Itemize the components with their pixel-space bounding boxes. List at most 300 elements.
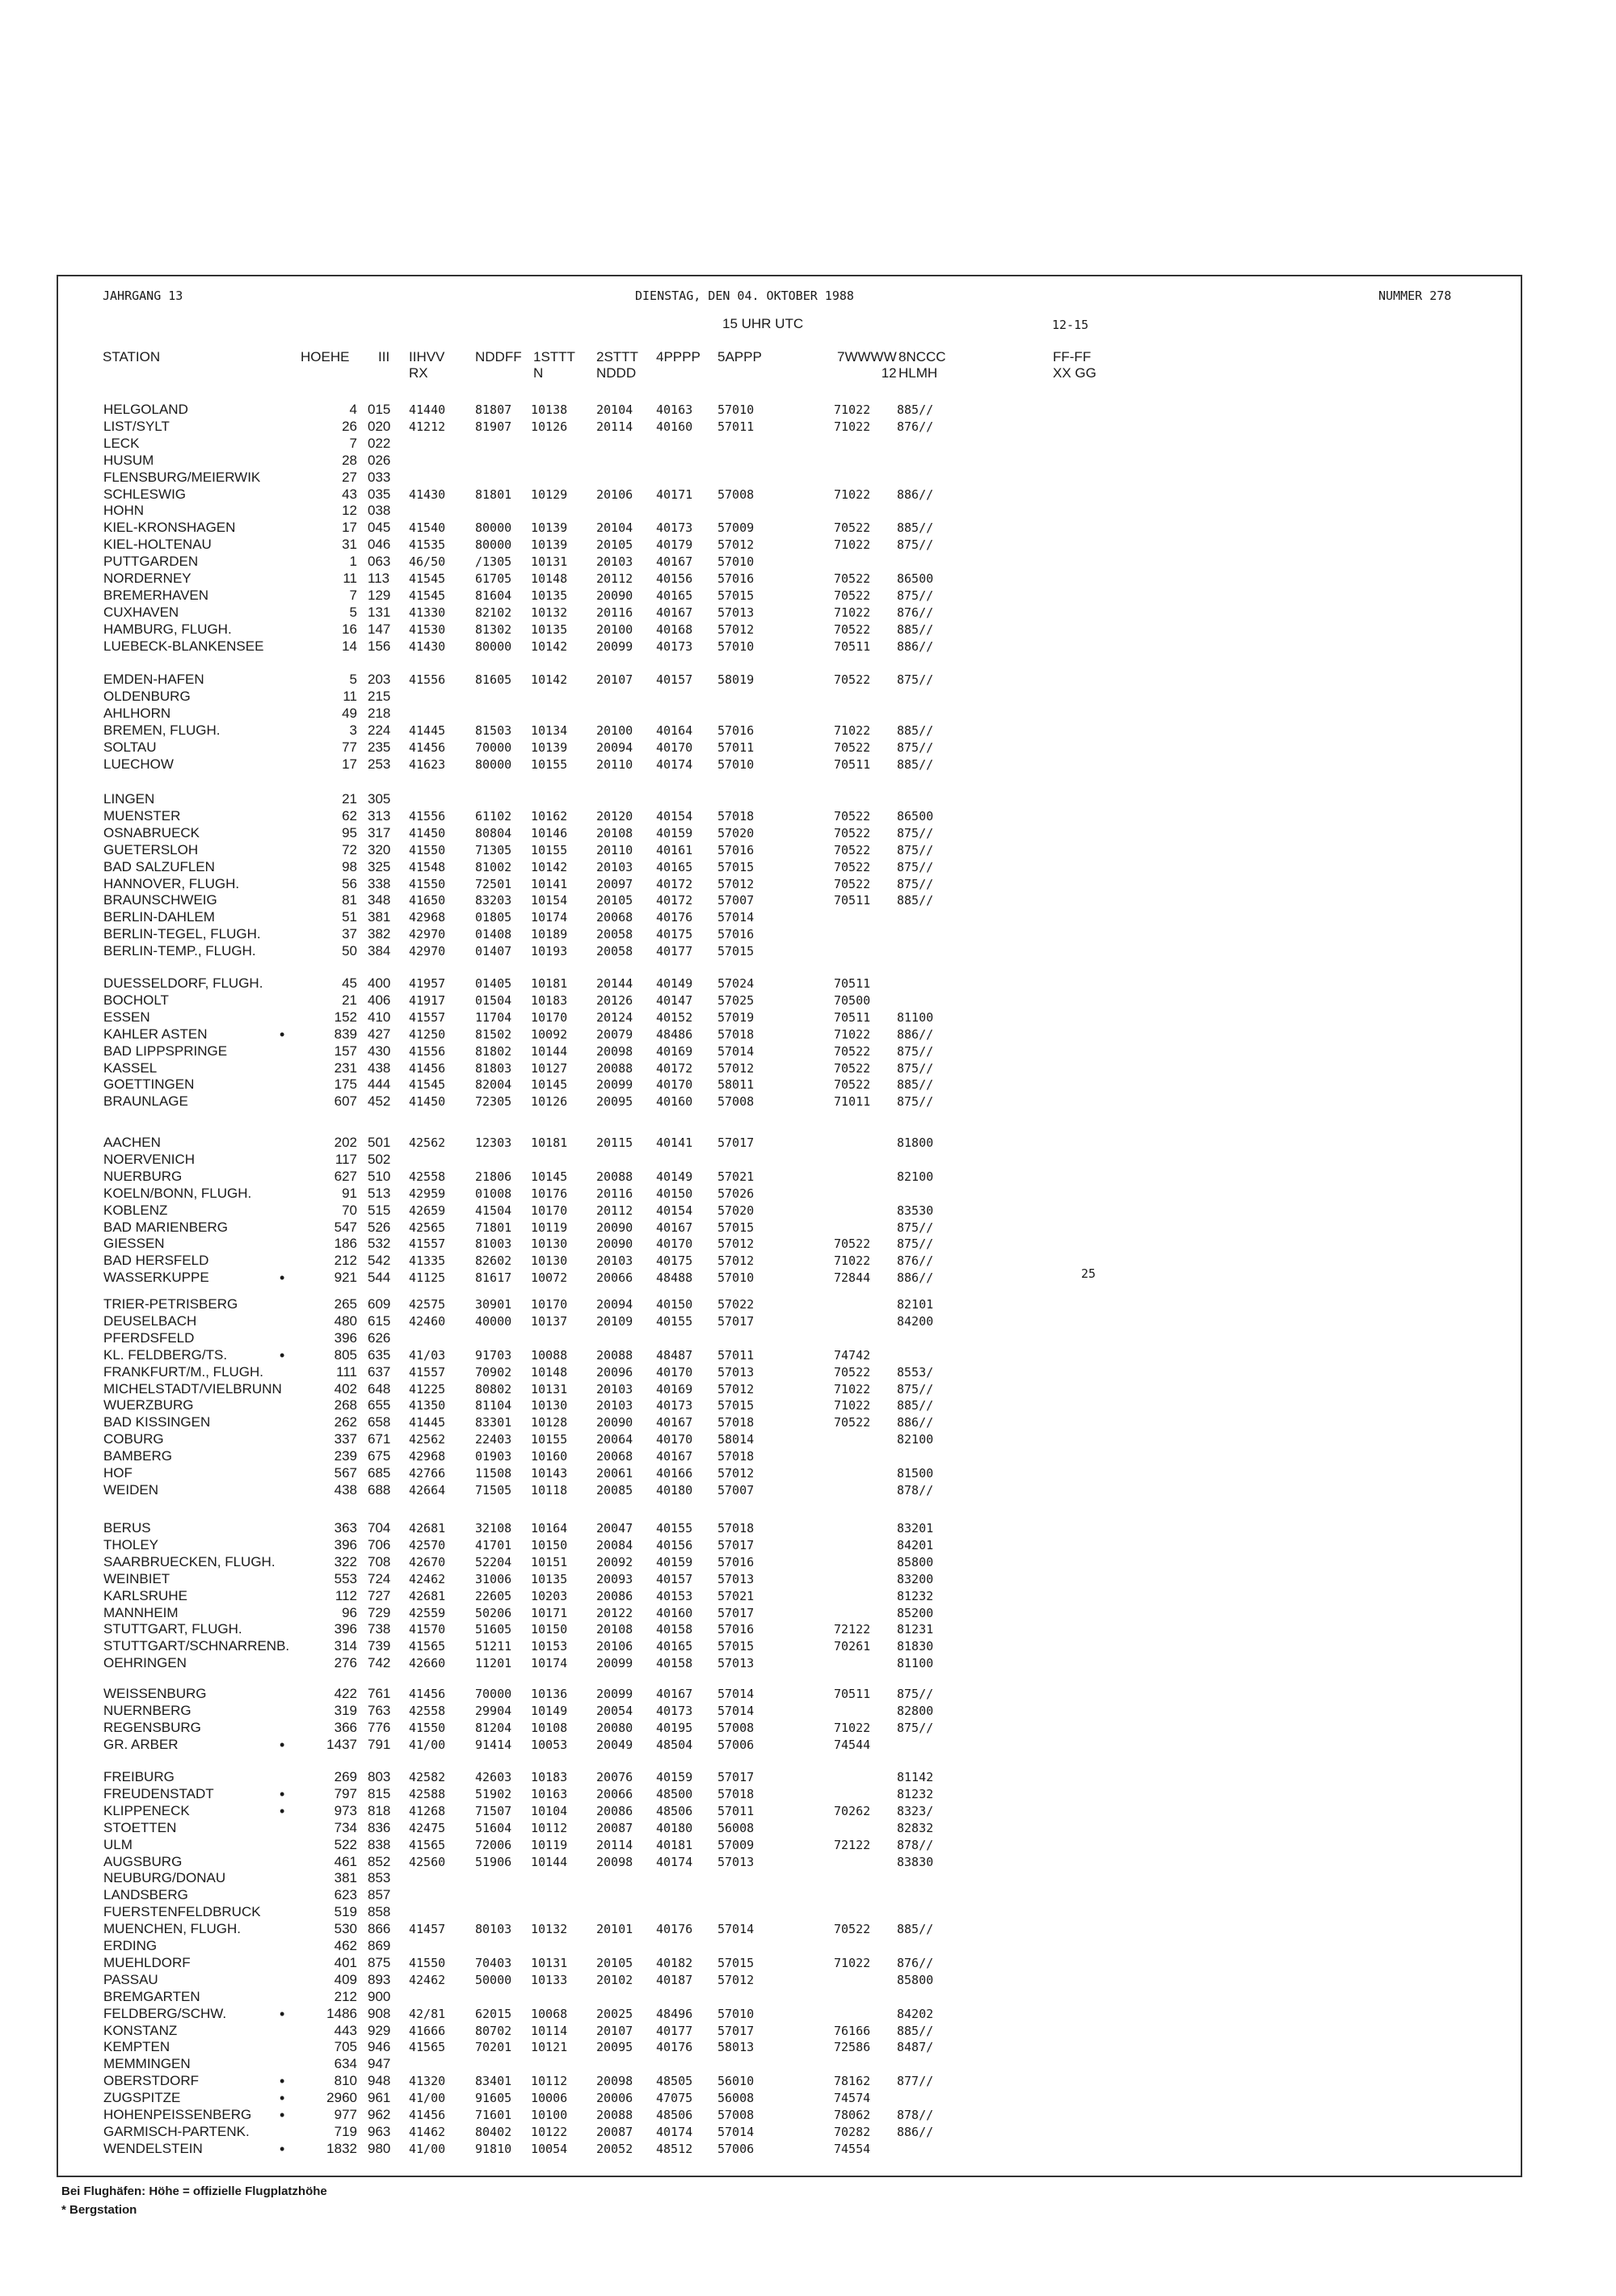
- station-height: 1: [349, 554, 357, 570]
- group-2sttt: 20025: [596, 2006, 633, 2021]
- station-id: 738: [368, 1621, 391, 1637]
- table-row: [0, 739, 1535, 756]
- station-height: 77: [342, 739, 357, 755]
- col-2sttt: 2STTT NDDD: [596, 349, 638, 381]
- group-iihvv: 42475: [409, 1820, 446, 1835]
- station-height: 461: [334, 1853, 357, 1869]
- group-7wwww: 70511: [834, 1687, 871, 1701]
- group-7wwww: 72122: [834, 1837, 871, 1852]
- group-4pppp: 40174: [656, 756, 693, 772]
- group-nddff: 01903: [475, 1449, 512, 1464]
- station-id: 838: [368, 1836, 391, 1852]
- group-2sttt: 20104: [596, 520, 633, 536]
- station-height: 11: [343, 571, 357, 586]
- station-height: 98: [342, 858, 357, 874]
- station-id: 544: [368, 1270, 391, 1286]
- table-row: [0, 1253, 1535, 1270]
- station-name: DUESSELDORF, FLUGH.: [103, 975, 263, 991]
- station-name: KARLSRUHE: [103, 1587, 187, 1603]
- table-row: [0, 706, 1535, 723]
- group-iihvv: 42766: [409, 1466, 446, 1481]
- group-8nccc: 875//: [897, 672, 934, 687]
- group-8nccc: 84202: [897, 2006, 934, 2021]
- group-8nccc: 875//: [897, 1381, 934, 1397]
- station-height: 422: [334, 1686, 357, 1701]
- group-4pppp: 40157: [656, 672, 693, 687]
- issue-number: NUMMER 278: [1378, 289, 1452, 303]
- group-5appp: 57016: [718, 842, 755, 857]
- group-5appp: 57026: [718, 1186, 755, 1201]
- table-row: [0, 419, 1535, 436]
- table-row: [0, 892, 1535, 909]
- group-4pppp: 40163: [656, 402, 693, 417]
- group-5appp: 57016: [718, 723, 755, 738]
- group-iihvv: 41462: [409, 2124, 446, 2139]
- table-row: [0, 2023, 1535, 2040]
- station-name: KASSEL: [103, 1060, 158, 1076]
- group-nddff: 80402: [475, 2124, 512, 2139]
- col-nddff: NDDFF: [475, 349, 522, 364]
- group-8nccc: 82101: [897, 1297, 934, 1312]
- station-height: 409: [334, 1971, 357, 1987]
- group-4pppp: 40171: [656, 487, 693, 502]
- group-7wwww: 71011: [834, 1094, 871, 1110]
- group-iihvv: 41550: [409, 876, 446, 891]
- station-height: 462: [334, 1938, 357, 1953]
- group-2sttt: 20090: [596, 1220, 633, 1235]
- station-id: 317: [368, 824, 391, 840]
- table-row: [0, 470, 1535, 487]
- group-4pppp: 40149: [656, 1169, 693, 1184]
- group-iihvv: 42575: [409, 1297, 446, 1312]
- group-1sttt: 10128: [531, 1415, 568, 1430]
- group-iihvv: 41/00: [409, 2141, 446, 2156]
- group-nddff: 72501: [475, 876, 512, 891]
- group-iihvv: 41/03: [409, 1347, 446, 1363]
- group-iihvv: 41212: [409, 419, 446, 434]
- mountain-marker: •: [280, 1026, 285, 1043]
- group-nddff: 50206: [475, 1605, 512, 1620]
- group-1sttt: 10132: [531, 605, 568, 620]
- station-name: STUTTGART/SCHNARRENB.: [103, 1638, 290, 1654]
- group-iihvv: 41/00: [409, 1737, 446, 1752]
- group-8nccc: 83200: [897, 1571, 934, 1586]
- station-height: 337: [334, 1431, 357, 1447]
- group-4pppp: 40173: [656, 638, 693, 654]
- group-nddff: 32108: [475, 1521, 512, 1536]
- group-8nccc: 875//: [897, 859, 934, 874]
- report-time: 15 UHR UTC: [722, 316, 804, 331]
- group-4pppp: 40182: [656, 1955, 693, 1970]
- station-name: HAMBURG, FLUGH.: [103, 621, 232, 637]
- group-5appp: 57011: [718, 419, 755, 434]
- group-4pppp: 40156: [656, 571, 693, 586]
- station-id: 400: [368, 975, 391, 991]
- station-name: BREMERHAVEN: [103, 587, 209, 603]
- group-5appp: 57017: [718, 1313, 755, 1329]
- group-8nccc: 886//: [897, 1270, 934, 1286]
- station-id: 609: [368, 1296, 391, 1312]
- group-8nccc: 81232: [897, 1786, 934, 1801]
- group-8nccc: 875//: [897, 588, 934, 603]
- station-name: KEMPTEN: [103, 2039, 170, 2055]
- station-id: 727: [368, 1587, 391, 1603]
- station-id: 761: [368, 1686, 391, 1701]
- group-nddff: 81617: [475, 1270, 512, 1286]
- group-iihvv: 41545: [409, 1077, 446, 1093]
- group-1sttt: 10139: [531, 739, 568, 755]
- station-height: 443: [334, 2022, 357, 2038]
- station-id: 858: [368, 1904, 391, 1920]
- table-row: [0, 1638, 1535, 1655]
- group-7wwww: 74544: [834, 1737, 871, 1752]
- group-2sttt: 20099: [596, 1077, 633, 1093]
- station-name: FRANKFURT/M., FLUGH.: [103, 1363, 264, 1380]
- station-id: 857: [368, 1887, 391, 1903]
- group-1sttt: 10170: [531, 1009, 568, 1025]
- station-height: 16: [342, 621, 357, 637]
- group-iihvv: 42970: [409, 927, 446, 942]
- group-8nccc: 875//: [897, 1687, 934, 1701]
- station-name: MUEHLDORF: [103, 1954, 191, 1970]
- group-7wwww: 71022: [834, 605, 871, 620]
- station-name: ERDING: [103, 1938, 158, 1953]
- group-2sttt: 20087: [596, 2124, 633, 2139]
- group-8nccc: 83530: [897, 1203, 934, 1218]
- group-1sttt: 10122: [531, 2124, 568, 2139]
- station-height: 4: [349, 402, 357, 417]
- report-date: DIENSTAG, DEN 04. OKTOBER 1988: [635, 289, 854, 303]
- station-name: GUETERSLOH: [103, 841, 199, 857]
- group-nddff: 82004: [475, 1077, 512, 1093]
- mountain-marker: •: [280, 2107, 285, 2123]
- group-8nccc: 81100: [897, 1009, 934, 1025]
- mountain-marker: •: [280, 2073, 285, 2090]
- station-height: 37: [342, 926, 357, 942]
- group-5appp: 57012: [718, 1253, 755, 1269]
- station-id: 022: [368, 435, 391, 451]
- group-2sttt: 20107: [596, 2023, 633, 2038]
- group-5appp: 57016: [718, 927, 755, 942]
- group-nddff: 91605: [475, 2091, 512, 2106]
- group-nddff: 01805: [475, 910, 512, 925]
- mountain-marker: •: [280, 1270, 285, 1287]
- station-id: 381: [368, 909, 391, 925]
- group-4pppp: 40173: [656, 520, 693, 536]
- group-7wwww: 70522: [834, 876, 871, 891]
- station-name: NORDERNEY: [103, 571, 191, 586]
- station-height: 705: [334, 2039, 357, 2055]
- station-height: 1486: [326, 2005, 357, 2021]
- group-8nccc: 878//: [897, 1837, 934, 1852]
- station-name: GR. ARBER: [103, 1736, 179, 1752]
- station-name: KL. FELDBERG/TS.: [103, 1346, 228, 1363]
- group-nddff: 70000: [475, 1687, 512, 1701]
- group-4pppp: 40195: [656, 1720, 693, 1735]
- col-4pppp: 4PPPP: [656, 349, 701, 364]
- group-nddff: 51604: [475, 1820, 512, 1835]
- group-5appp: 57006: [718, 1737, 755, 1752]
- station-id: 739: [368, 1638, 391, 1654]
- table-row: [0, 672, 1535, 689]
- group-1sttt: 10155: [531, 756, 568, 772]
- group-8nccc: 82832: [897, 1820, 934, 1835]
- station-height: 314: [334, 1638, 357, 1654]
- group-4pppp: 40175: [656, 1253, 693, 1269]
- group-4pppp: 40165: [656, 1639, 693, 1654]
- group-4pppp: 40176: [656, 2040, 693, 2055]
- group-8nccc: 84201: [897, 1537, 934, 1552]
- station-id: 635: [368, 1346, 391, 1363]
- group-2sttt: 20100: [596, 621, 633, 637]
- group-iihvv: 42460: [409, 1313, 446, 1329]
- group-2sttt: 20122: [596, 1605, 633, 1620]
- group-4pppp: 40173: [656, 1703, 693, 1718]
- group-nddff: 71505: [475, 1482, 512, 1498]
- group-5appp: 57017: [718, 1537, 755, 1552]
- group-4pppp: 40181: [656, 1837, 693, 1852]
- group-7wwww: 71022: [834, 419, 871, 434]
- group-iihvv: 42562: [409, 1135, 446, 1150]
- station-name: DEUSELBACH: [103, 1312, 197, 1329]
- group-iihvv: 41570: [409, 1622, 446, 1637]
- group-nddff: 91810: [475, 2141, 512, 2156]
- group-nddff: /1305: [475, 554, 512, 570]
- group-iihvv: 41250: [409, 1026, 446, 1042]
- table-row: [0, 1313, 1535, 1330]
- group-4pppp: 40159: [656, 825, 693, 840]
- station-name: BAMBERG: [103, 1448, 173, 1464]
- group-5appp: 57020: [718, 825, 755, 840]
- group-5appp: 57015: [718, 1220, 755, 1235]
- table-row: [0, 1621, 1535, 1638]
- group-4pppp: 40176: [656, 910, 693, 925]
- group-5appp: 57021: [718, 1588, 755, 1603]
- group-4pppp: 40157: [656, 1571, 693, 1586]
- table-row: [0, 876, 1535, 893]
- group-1sttt: 10053: [531, 1737, 568, 1752]
- group-7wwww: 70522: [834, 859, 871, 874]
- group-nddff: 81204: [475, 1720, 512, 1735]
- group-7wwww: 71022: [834, 1955, 871, 1970]
- group-5appp: 57009: [718, 520, 755, 536]
- station-name: PFERDSFELD: [103, 1329, 195, 1346]
- station-name: OLDENBURG: [103, 688, 191, 704]
- group-2sttt: 20088: [596, 1060, 633, 1076]
- group-nddff: 11201: [475, 1656, 512, 1671]
- table-row: [0, 621, 1535, 638]
- group-nddff: 81604: [475, 588, 512, 603]
- group-1sttt: 10183: [531, 1770, 568, 1784]
- group-2sttt: 20088: [596, 1169, 633, 1184]
- group-2sttt: 20066: [596, 1270, 633, 1286]
- group-nddff: 21806: [475, 1169, 512, 1184]
- group-1sttt: 10155: [531, 1432, 568, 1447]
- group-8nccc: 886//: [897, 487, 934, 502]
- group-iihvv: 41557: [409, 1236, 446, 1252]
- station-id: 815: [368, 1785, 391, 1801]
- group-nddff: 61705: [475, 571, 512, 586]
- group-nddff: 51605: [475, 1622, 512, 1637]
- group-iihvv: 42968: [409, 910, 446, 925]
- station-id: 637: [368, 1363, 391, 1380]
- station-height: 363: [334, 1520, 357, 1536]
- station-name: NEUBURG/DONAU: [103, 1870, 226, 1886]
- group-nddff: 81802: [475, 1043, 512, 1059]
- station-name: THOLEY: [103, 1536, 159, 1552]
- table-row: [0, 909, 1535, 926]
- group-7wwww: 74554: [834, 2141, 871, 2156]
- mountain-marker: •: [280, 1736, 285, 1753]
- group-7wwww: 70262: [834, 1803, 871, 1818]
- group-7wwww: 71022: [834, 1720, 871, 1735]
- group-7wwww: 70522: [834, 808, 871, 824]
- group-2sttt: 20106: [596, 1639, 633, 1654]
- group-4pppp: 40153: [656, 1588, 693, 1603]
- station-height: 396: [334, 1536, 357, 1552]
- table-row: [0, 1854, 1535, 1871]
- station-name: KOBLENZ: [103, 1202, 168, 1218]
- group-5appp: 57017: [718, 1605, 755, 1620]
- station-name: PASSAU: [103, 1971, 158, 1987]
- group-4pppp: 48505: [656, 2074, 693, 2089]
- group-1sttt: 10144: [531, 1854, 568, 1869]
- table-row: [0, 487, 1535, 503]
- group-nddff: 51211: [475, 1639, 512, 1654]
- station-id: 384: [368, 943, 391, 959]
- group-8nccc: 8323/: [897, 1803, 934, 1818]
- group-4pppp: 40167: [656, 1687, 693, 1701]
- group-2sttt: 20095: [596, 1094, 633, 1110]
- station-name: BREMGARTEN: [103, 1988, 200, 2004]
- group-iihvv: 42462: [409, 1972, 446, 1987]
- station-name: BAD LIPPSPRINGE: [103, 1043, 228, 1059]
- group-2sttt: 20112: [596, 1203, 633, 1218]
- group-2sttt: 20103: [596, 1398, 633, 1413]
- group-iihvv: 41456: [409, 1060, 446, 1076]
- table-row: [0, 1737, 1535, 1754]
- group-4pppp: 48487: [656, 1347, 693, 1363]
- station-id: 452: [368, 1093, 391, 1110]
- group-7wwww: 70511: [834, 893, 871, 908]
- group-5appp: 57008: [718, 2108, 755, 2122]
- station-id: 532: [368, 1236, 391, 1252]
- group-nddff: 81605: [475, 672, 512, 687]
- group-nddff: 80000: [475, 537, 512, 553]
- group-nddff: 11704: [475, 1009, 512, 1025]
- group-7wwww: 70511: [834, 976, 871, 991]
- station-id: 045: [368, 520, 391, 536]
- group-4pppp: 40155: [656, 1313, 693, 1329]
- station-id: 869: [368, 1938, 391, 1953]
- group-1sttt: 10121: [531, 2040, 568, 2055]
- col-ffff: FF-FF XX GG: [1053, 349, 1096, 381]
- station-height: 623: [334, 1887, 357, 1903]
- group-4pppp: 40175: [656, 927, 693, 942]
- station-height: 11: [343, 688, 357, 704]
- group-2sttt: 20108: [596, 1622, 633, 1637]
- group-7wwww: 74742: [834, 1347, 871, 1363]
- station-name: HOHN: [103, 503, 145, 519]
- group-7wwww: 76166: [834, 2023, 871, 2038]
- station-id: 046: [368, 537, 391, 553]
- table-row: [0, 1703, 1535, 1720]
- group-iihvv: 42959: [409, 1186, 446, 1201]
- group-8nccc: 885//: [897, 1922, 934, 1937]
- group-2sttt: 20103: [596, 554, 633, 570]
- group-nddff: 81807: [475, 402, 512, 417]
- group-nddff: 72305: [475, 1094, 512, 1110]
- group-1sttt: 10118: [531, 1482, 568, 1498]
- group-8nccc: 878//: [897, 1482, 934, 1498]
- station-height: 319: [334, 1702, 357, 1718]
- group-nddff: 83301: [475, 1415, 512, 1430]
- table-row: [0, 2107, 1535, 2124]
- station-name: OEHRINGEN: [103, 1655, 187, 1671]
- group-1sttt: 10130: [531, 1236, 568, 1252]
- group-nddff: 81002: [475, 859, 512, 874]
- station-id: 338: [368, 875, 391, 891]
- group-nddff: 72006: [475, 1837, 512, 1852]
- group-nddff: 62015: [475, 2006, 512, 2021]
- station-id: 724: [368, 1570, 391, 1586]
- station-height: 973: [334, 1802, 357, 1818]
- mountain-marker: •: [280, 2005, 285, 2022]
- station-height: 607: [334, 1093, 357, 1110]
- station-name: EMDEN-HAFEN: [103, 672, 204, 687]
- group-1sttt: 10127: [531, 1060, 568, 1076]
- group-4pppp: 40167: [656, 1415, 693, 1430]
- group-2sttt: 20105: [596, 893, 633, 908]
- station-name: BERLIN-TEMP., FLUGH.: [103, 943, 256, 959]
- group-8nccc: 875//: [897, 1236, 934, 1252]
- station-id: 729: [368, 1604, 391, 1620]
- group-iihvv: 41550: [409, 842, 446, 857]
- group-2sttt: 20097: [596, 876, 633, 891]
- group-7wwww: 70511: [834, 756, 871, 772]
- station-height: 480: [334, 1312, 357, 1329]
- group-4pppp: 40154: [656, 808, 693, 824]
- station-height: 438: [334, 1481, 357, 1498]
- group-nddff: 22403: [475, 1432, 512, 1447]
- table-row: [0, 1720, 1535, 1737]
- station-name: OSNABRUECK: [103, 824, 200, 840]
- station-id: 129: [368, 587, 391, 603]
- station-name: REGENSBURG: [103, 1719, 201, 1735]
- table-row: [0, 926, 1535, 943]
- group-2sttt: 20102: [596, 1972, 633, 1987]
- group-nddff: 11508: [475, 1466, 512, 1481]
- group-iihvv: 42559: [409, 1605, 446, 1620]
- group-4pppp: 48506: [656, 1803, 693, 1818]
- group-8nccc: 82800: [897, 1703, 934, 1718]
- table-row: [0, 520, 1535, 537]
- station-height: 522: [334, 1836, 357, 1852]
- group-iihvv: 41565: [409, 1639, 446, 1654]
- group-nddff: 80804: [475, 825, 512, 840]
- station-id: 382: [368, 926, 391, 942]
- table-row: [0, 1431, 1535, 1448]
- group-5appp: 57024: [718, 976, 755, 991]
- group-5appp: 57016: [718, 1554, 755, 1569]
- group-5appp: 57010: [718, 756, 755, 772]
- group-iihvv: 41917: [409, 992, 446, 1008]
- group-5appp: 57013: [718, 605, 755, 620]
- group-nddff: 81003: [475, 1236, 512, 1252]
- station-id: 156: [368, 638, 391, 654]
- mountain-marker: •: [280, 1802, 285, 1819]
- table-row: [0, 1554, 1535, 1571]
